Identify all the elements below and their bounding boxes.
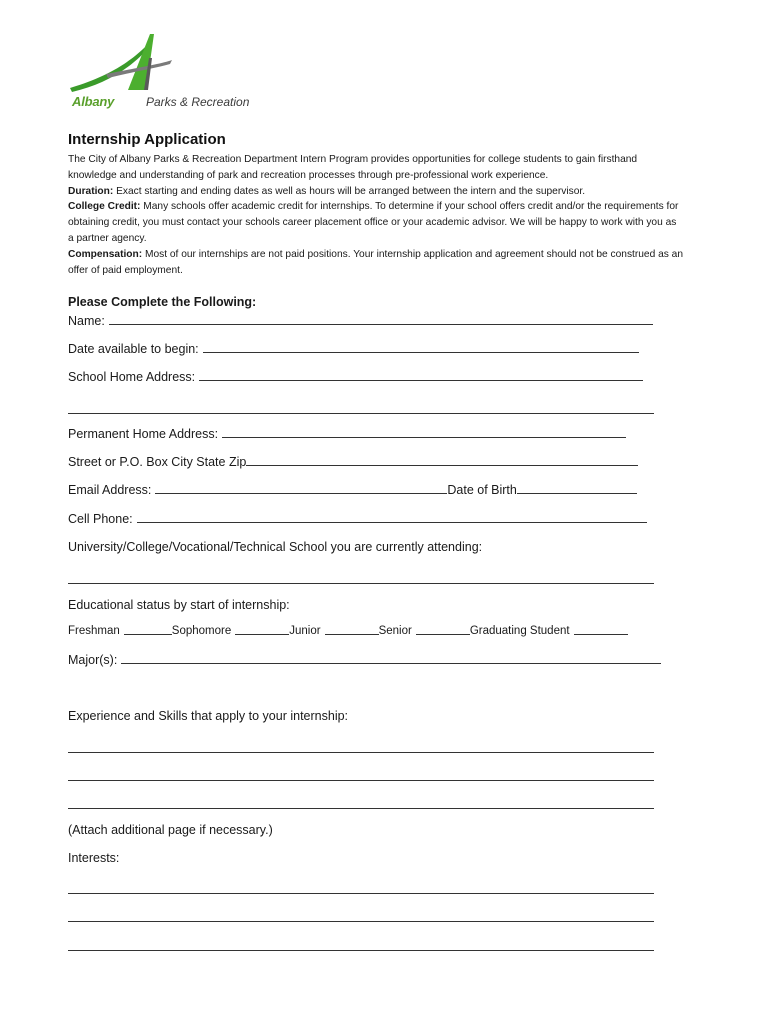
street-row bbox=[68, 455, 638, 469]
school-address-row bbox=[68, 370, 643, 384]
permanent-address-row bbox=[68, 427, 626, 441]
page-title: Internship Application bbox=[68, 131, 226, 148]
majors-row bbox=[68, 653, 661, 667]
email-field[interactable] bbox=[155, 492, 447, 494]
date-available-label: Date available to begin: bbox=[68, 342, 199, 356]
experience-row bbox=[68, 709, 348, 723]
cell-label: Cell Phone: bbox=[68, 512, 133, 526]
permanent-address-field[interactable] bbox=[222, 436, 626, 438]
majors-field[interactable] bbox=[121, 662, 661, 664]
edu-status-options bbox=[68, 625, 628, 637]
date-available-field[interactable] bbox=[203, 351, 639, 353]
interests-label: Interests: bbox=[68, 851, 120, 865]
intro-text bbox=[68, 152, 683, 278]
experience-label: Experience and Skills that apply to your internship: bbox=[68, 709, 349, 723]
dob-field[interactable] bbox=[517, 492, 637, 494]
duration-text: Exact starting and ending dates as well as hours will be arranged between the intern and the supervisor. bbox=[113, 185, 586, 197]
date-available-row bbox=[68, 342, 639, 356]
duration-paragraph bbox=[68, 184, 683, 200]
freshman-label: Freshman bbox=[68, 625, 120, 637]
form-heading: Please Complete the Following: bbox=[68, 295, 257, 309]
experience-field-line1[interactable] bbox=[68, 752, 654, 753]
intro-paragraph: The City of Albany Parks & Recreation Department Intern Program provides opportunities for college students to gain firsthand knowledge and understanding of park and recreation processes through pre-professional work experience. bbox=[68, 154, 638, 181]
credit-label: College Credit: bbox=[68, 201, 141, 213]
freshman-field[interactable] bbox=[124, 633, 172, 635]
graduating-field[interactable] bbox=[574, 633, 628, 635]
edu-status-row bbox=[68, 598, 290, 612]
senior-field[interactable] bbox=[416, 633, 470, 635]
name-field[interactable] bbox=[109, 323, 653, 325]
albany-parks-logo bbox=[66, 30, 251, 122]
logo-subtitle-text: Parks & Recreation bbox=[146, 95, 250, 109]
school-address-field-line2[interactable] bbox=[68, 413, 654, 414]
senior-label: Senior bbox=[378, 625, 412, 637]
credit-text: Many schools offer academic credit for internships. To determine if your school offers credit and/or the requirements for obtaining credit, you must contact your schools career placement office or your academic advisor. We will be happy to work with you as a partner agency. bbox=[68, 201, 679, 244]
graduating-label: Graduating Student bbox=[469, 625, 570, 637]
sophomore-field[interactable] bbox=[235, 633, 289, 635]
compensation-label: Compensation: bbox=[68, 248, 143, 260]
name-label: Name: bbox=[68, 314, 105, 328]
credit-paragraph bbox=[68, 199, 683, 246]
interests-field-line1[interactable] bbox=[68, 893, 654, 894]
name-row bbox=[68, 314, 653, 328]
compensation-text: Most of our internships are not paid positions. Your internship application and agreement should not be construed as an offer of paid employment. bbox=[68, 248, 684, 276]
interests-field-line3[interactable] bbox=[68, 950, 654, 951]
junior-label: Junior bbox=[289, 625, 321, 637]
attach-note: (Attach additional page if necessary.) bbox=[68, 823, 273, 837]
experience-field-line3[interactable] bbox=[68, 808, 654, 809]
school-attending-field[interactable] bbox=[68, 583, 654, 584]
email-row bbox=[68, 483, 637, 497]
street-field[interactable] bbox=[246, 464, 638, 466]
junior-field[interactable] bbox=[325, 633, 379, 635]
street-label: Street or P.O. Box City State Zip bbox=[68, 455, 247, 469]
interests-row bbox=[68, 851, 119, 865]
compensation-paragraph bbox=[68, 247, 683, 279]
school-attending-label: University/College/Vocational/Technical School you are currently attending: bbox=[68, 540, 483, 554]
interests-field-line2[interactable] bbox=[68, 921, 654, 922]
duration-label: Duration: bbox=[68, 185, 114, 197]
edu-status-label: Educational status by start of internship: bbox=[68, 598, 290, 612]
logo-brand-text: Albany bbox=[72, 94, 115, 109]
school-address-label: School Home Address: bbox=[68, 370, 196, 384]
experience-field-line2[interactable] bbox=[68, 780, 654, 781]
majors-label: Major(s): bbox=[68, 653, 118, 667]
email-label: Email Address: bbox=[68, 483, 152, 497]
dob-label: Date of Birth bbox=[447, 483, 517, 497]
school-attending-row bbox=[68, 540, 482, 554]
permanent-address-label: Permanent Home Address: bbox=[68, 427, 219, 441]
cell-row bbox=[68, 512, 647, 526]
school-address-field[interactable] bbox=[199, 379, 643, 381]
sophomore-label: Sophomore bbox=[171, 625, 232, 637]
cell-field[interactable] bbox=[137, 521, 647, 523]
attach-note-row bbox=[68, 823, 273, 837]
